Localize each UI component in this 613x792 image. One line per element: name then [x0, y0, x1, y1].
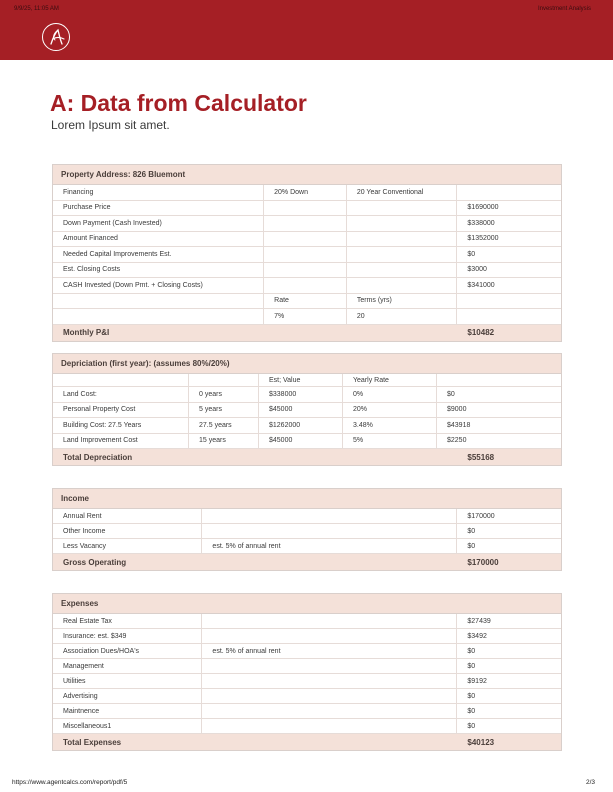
table-row [53, 719, 561, 734]
table-cell: $0 [467, 527, 476, 535]
table-cell: 0 years [189, 387, 259, 402]
table-cell [264, 216, 347, 231]
column-header [189, 374, 259, 386]
column-header: Yearly Rate [343, 374, 437, 386]
table-cell: Land Cost: [53, 387, 189, 402]
table-cell: Real Estate Tax [53, 614, 202, 628]
depreciation-table [52, 353, 562, 466]
table-cell: Advertising [53, 689, 202, 703]
table-cell [264, 247, 347, 262]
total-expenses-value: $40123 [467, 737, 495, 747]
table-cell: 0% [343, 387, 437, 402]
table-row [53, 309, 561, 325]
footer-url[interactable]: https://www.agentcalcs.com/report/pdf/5 [12, 779, 128, 786]
table-cell [202, 659, 457, 673]
table-cell: $9192 [467, 677, 487, 685]
monthly-pi-label: Monthly P&I [63, 328, 110, 337]
table-cell: Personal Property Cost [53, 403, 189, 418]
table-cell: 5% [343, 434, 437, 449]
table-cell: Financing [53, 185, 264, 200]
table-cell: $3000 [467, 266, 487, 274]
print-page-title: Investment Analysis [537, 6, 591, 12]
table-cell: $45000 [259, 403, 343, 418]
table-row [53, 232, 561, 248]
property-rows [53, 185, 561, 325]
table-row [53, 387, 561, 403]
table-cell: $0 [467, 250, 476, 258]
table-cell [347, 263, 458, 278]
table-cell [202, 524, 457, 538]
table-cell [347, 216, 458, 231]
table-cell [202, 629, 457, 643]
table-cell: $1262000 [259, 418, 343, 433]
footer-page-number: 2/3 [585, 779, 595, 786]
gross-operating-row [53, 554, 561, 570]
table-cell: CASH Invested (Down Pmt. + Closing Costs) [53, 278, 264, 293]
table-cell: Building Cost: 27.5 Years [53, 418, 189, 433]
table-cell: $27439 [467, 617, 491, 625]
table-row [53, 509, 561, 524]
table-cell: 20% Down [264, 185, 347, 200]
income-rows [53, 509, 561, 554]
table-cell: $0 [467, 647, 476, 655]
table-cell: 27.5 years [189, 418, 259, 433]
table-cell [202, 614, 457, 628]
table-row [53, 247, 561, 263]
table-cell: Association Dues/HOA's [53, 644, 202, 658]
table-cell: Land Improvement Cost [53, 434, 189, 449]
table-row [53, 216, 561, 232]
property-table [52, 164, 562, 342]
table-cell: 7% [264, 309, 347, 324]
table-cell: Annual Rent [53, 509, 202, 523]
table-row [53, 704, 561, 719]
table-cell [457, 294, 561, 309]
agentcalcs-logo-icon[interactable] [42, 23, 70, 51]
table-row [53, 689, 561, 704]
total-expenses-label: Total Expenses [63, 737, 122, 747]
table-cell [202, 719, 457, 733]
expenses-rows [53, 614, 561, 734]
table-cell: $170000 [467, 512, 495, 520]
page-title: A: Data from Calculator [50, 90, 307, 116]
table-cell [53, 294, 264, 309]
table-row [53, 629, 561, 644]
table-cell [347, 247, 458, 262]
table-row [53, 539, 561, 554]
table-row [53, 403, 561, 419]
monthly-pi-row [53, 325, 561, 341]
table-cell [202, 689, 457, 703]
table-cell: Amount Financed [53, 232, 264, 247]
table-cell: $2250 [447, 437, 467, 445]
table-cell: Insurance: est. $349 [53, 629, 202, 643]
total-depreciation-label: Total Depreciation [63, 452, 133, 462]
table-cell: Maintnence [53, 704, 202, 718]
table-cell: Utilities [53, 674, 202, 688]
table-cell: $3492 [467, 632, 487, 640]
table-row [53, 524, 561, 539]
table-cell: Needed Capital Improvements Est. [53, 247, 264, 262]
table-cell: $45000 [259, 434, 343, 449]
total-expenses-row [53, 734, 561, 750]
table-row [53, 434, 561, 450]
table-cell [347, 278, 458, 293]
table-cell [347, 232, 458, 247]
table-cell [264, 232, 347, 247]
table-cell: $341000 [467, 281, 495, 289]
gross-operating-label: Gross Operating [63, 557, 127, 567]
expenses-heading: Expenses [53, 594, 561, 614]
table-cell: 20 [347, 309, 458, 324]
page-subtitle: Lorem Ipsum sit amet. [51, 118, 170, 132]
table-row [53, 278, 561, 294]
table-cell: 20 Year Conventional [347, 185, 458, 200]
total-depreciation-value: $55168 [467, 452, 495, 462]
table-cell: Miscellaneous1 [53, 719, 202, 733]
table-cell [264, 278, 347, 293]
table-row [53, 201, 561, 217]
table-cell: Rate [264, 294, 347, 309]
table-row [53, 674, 561, 689]
column-header [53, 374, 189, 386]
monthly-pi-value: $10482 [467, 328, 495, 337]
table-cell: $338000 [259, 387, 343, 402]
column-header [437, 374, 541, 386]
table-cell: $0 [467, 707, 476, 715]
table-row [53, 185, 561, 201]
table-cell: Terms (yrs) [347, 294, 458, 309]
table-cell [264, 263, 347, 278]
table-cell: 20% [343, 403, 437, 418]
table-cell: Management [53, 659, 202, 673]
table-row [53, 418, 561, 434]
table-cell [53, 309, 264, 324]
table-cell [202, 704, 457, 718]
table-cell: $0 [467, 692, 476, 700]
table-cell: est. 5% of annual rent [202, 644, 457, 658]
table-cell: $43918 [447, 421, 471, 429]
table-cell [457, 185, 561, 200]
table-cell: $1690000 [467, 204, 499, 212]
table-cell: 3.48% [343, 418, 437, 433]
table-cell: $1352000 [467, 235, 499, 243]
table-cell [457, 309, 561, 324]
table-row [53, 263, 561, 279]
table-cell: 5 years [189, 403, 259, 418]
table-cell: Down Payment (Cash Invested) [53, 216, 264, 231]
table-cell: $9000 [447, 406, 467, 414]
income-table [52, 488, 562, 571]
header-bar [0, 0, 613, 60]
table-cell: 15 years [189, 434, 259, 449]
table-cell: $0 [467, 542, 476, 550]
property-heading: Property Address: 826 Bluemont [53, 165, 561, 185]
expenses-table [52, 593, 562, 751]
gross-operating-value: $170000 [467, 557, 499, 567]
table-cell: $0 [467, 662, 476, 670]
column-header: Est; Value [259, 374, 343, 386]
table-cell: Less Vacancy [53, 539, 202, 553]
table-cell: $338000 [467, 219, 495, 227]
table-cell: Est. Closing Costs [53, 263, 264, 278]
table-cell: est. 5% of annual rent [202, 539, 457, 553]
total-depreciation-row [53, 449, 561, 465]
table-cell: Purchase Price [53, 201, 264, 216]
table-row [53, 644, 561, 659]
table-cell: $0 [467, 722, 476, 730]
depreciation-rows [53, 374, 561, 449]
income-heading: Income [53, 489, 561, 509]
table-cell: Other Income [53, 524, 202, 538]
table-cell [347, 201, 458, 216]
table-row [53, 294, 561, 310]
table-row [53, 659, 561, 674]
table-cell [202, 674, 457, 688]
table-cell [202, 509, 457, 523]
table-cell: $0 [447, 390, 455, 398]
depreciation-heading: Depriciation (first year): (assumes 80%/20%) [53, 354, 561, 374]
table-header-row [53, 374, 561, 387]
table-cell [264, 201, 347, 216]
table-row [53, 614, 561, 629]
print-timestamp: 9/9/25, 11:05 AM [14, 6, 59, 12]
